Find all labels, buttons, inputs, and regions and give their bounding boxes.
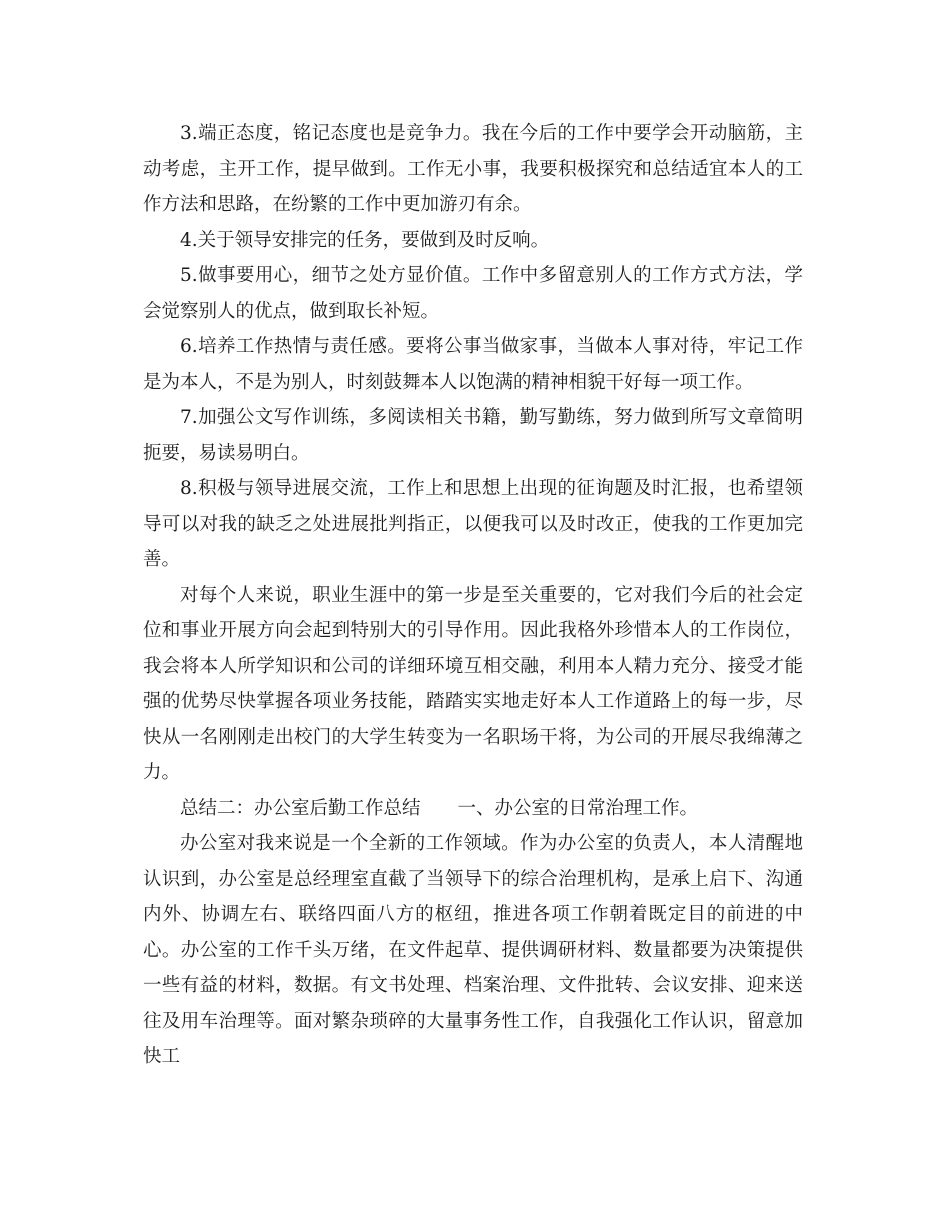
document-body: [143, 116, 803, 1075]
paragraph-career-first-step: 对每个人来说，职业生涯中的第一步是至关重要的，它对我们今后的社会定位和事业开展方向会起到特别大的引导作用。因此我格外珍惜本人的工作岗位，我会将本人所学知识和公司的详细环境互相交融，利用本人精力充分、接受才能强的优势尽快掌握各项业务技能，踏踏实实地走好本人工作道路上的每一步，尽快从一名刚刚走出校门的大学生转变为一名职场干将，为公司的开展尽我绵薄之力。: [143, 584, 803, 783]
section-heading-summary-two: 总结二：办公室后勤工作总结 一、办公室的日常治理工作。: [180, 797, 699, 819]
paragraph-item-8: 8.积极与领导进展交流，工作上和思想上出现的征询题及时汇报，也希望领导可以对我的缺乏之处进展批判指正，以便我可以及时改正，使我的工作更加完善。: [143, 478, 803, 570]
paragraph-item-7: 7.加强公文写作训练，多阅读相关书籍，勤写勤练，努力做到所写文章简明扼要，易读易明白。: [143, 407, 803, 464]
paragraph-office-work: 办公室对我来说是一个全新的工作领域。作为办公室的负责人，本人清醒地认识到，办公室是总经理室直截了当领导下的综合治理机构，是承上启下、沟通内外、协调左右、联络四面八方的枢纽，推进各项工作朝着既定目的前进的中心。办公室的工作千头万绪，在文件起草、提供调研材料、数量都要为决策提供一些有益的材料，数据。有文书处理、档案治理、文件批转、会议安排、迎来送往及用车治理等。面对繁杂琐碎的大量事务性工作，自我强化工作认识，留意加快工: [143, 833, 803, 1067]
paragraph-item-6: 6.培养工作热情与责任感。要将公事当做家事，当做本人事对待，牢记工作是为本人，不是为别人，时刻鼓舞本人以饱满的精神相貌干好每一项工作。: [143, 336, 803, 393]
paragraph-item-4: 4.关于领导安排完的任务，要做到及时反响。: [180, 229, 550, 251]
paragraph-item-3: 3.端正态度，铭记态度也是竞争力。我在今后的工作中要学会开动脑筋，主动考虑，主开工作，提早做到。工作无小事，我要积极探究和总结适宜本人的工作方法和思路，在纷繁的工作中更加游刃有余。: [143, 123, 803, 215]
paragraph-item-5: 5.做事要用心，细节之处方显价值。工作中多留意别人的工作方式方法，学会觉察别人的优点，做到取长补短。: [143, 265, 803, 322]
